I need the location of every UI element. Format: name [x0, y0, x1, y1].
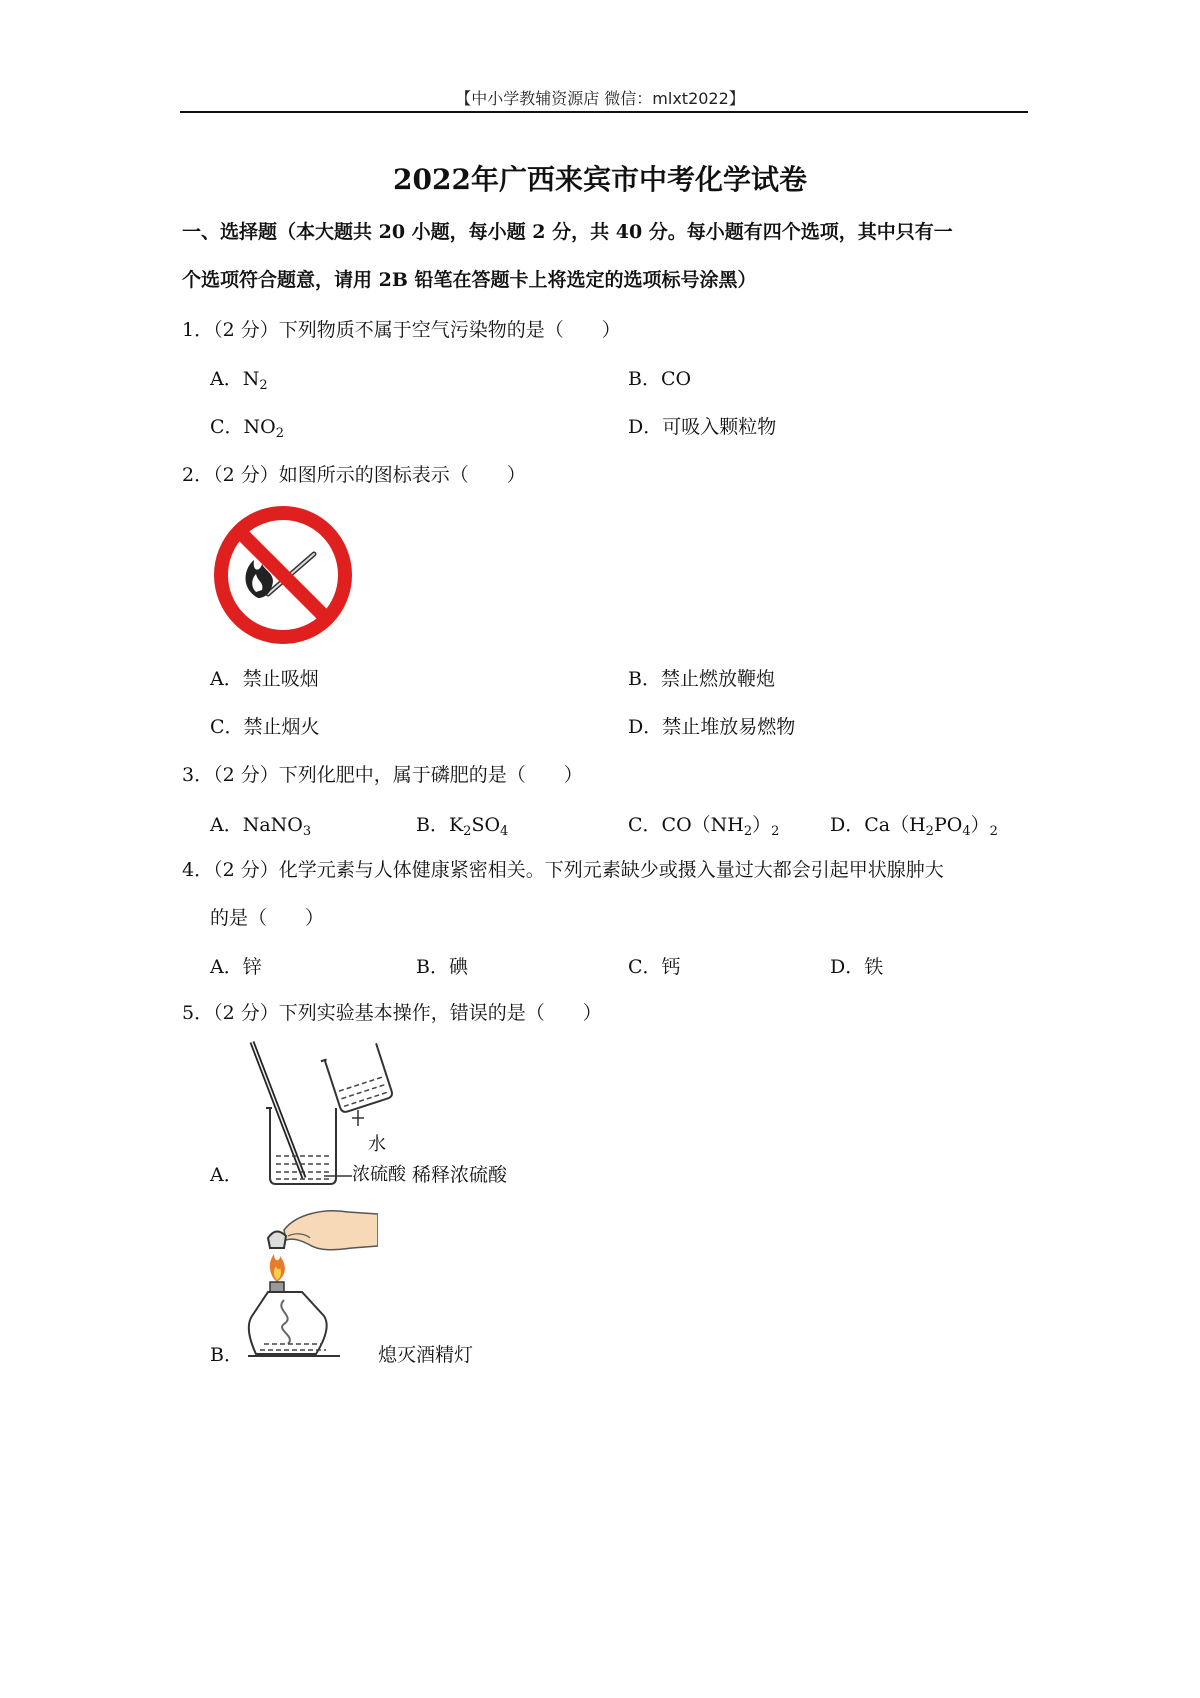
- question-3-option-d: D．$Ca(H_2PO_4)_2$: [830, 814, 998, 839]
- section-heading-line2: 个选项符合题意，请用 2B 铅笔在答题卡上将选定的选项标号涂黑）: [182, 269, 757, 291]
- question-2-option-a: A．禁止吸烟: [210, 668, 319, 690]
- question-2-option-d: D．禁止堆放易燃物: [628, 716, 796, 738]
- header-note: 【中小学教辅资源店 微信：mlxt2022】: [455, 89, 745, 108]
- question-3-option-b: B．$K_2SO_4$: [416, 814, 509, 839]
- question-4-option-d: D．铁: [830, 956, 884, 978]
- water-label: 水: [368, 1134, 386, 1155]
- page-title: 2022年广西来宾市中考化学试卷: [393, 163, 807, 196]
- question-3-option-a: A．NaNO$_3$: [210, 814, 312, 839]
- question-5-option-a-caption: 稀释浓硫酸: [412, 1164, 508, 1186]
- question-5-option-b-label: B．: [210, 1344, 243, 1366]
- question-1-option-c: C．$NO_2$: [210, 416, 285, 441]
- header-divider: [180, 111, 1028, 113]
- question-3-option-c: C．$CO(NH_2)_2$: [628, 814, 780, 839]
- question-3-stem: 3．（2 分）下列化肥中，属于磷肥的是（ ）: [182, 764, 583, 786]
- question-5-stem: 5．（2 分）下列实验基本操作，错误的是（ ）: [182, 1002, 602, 1024]
- question-1-stem: 1．（2 分）下列物质不属于空气污染物的是（ ）: [182, 319, 621, 341]
- question-4-option-b: B．碘: [416, 956, 468, 978]
- question-1-option-a: A．$N_2$: [210, 368, 268, 393]
- section-heading: [182, 208, 1032, 304]
- question-2-stem: 2．（2 分）如图所示的图标表示（ ）: [182, 464, 526, 486]
- question-5-option-b-caption: 熄灭酒精灯: [378, 1344, 474, 1366]
- question-4-option-a: A．锌: [210, 956, 262, 978]
- no-fire-sign-icon: [210, 502, 356, 648]
- question-5-option-a-label: A．: [210, 1164, 243, 1186]
- question-2-option-b: B．禁止燃放鞭炮: [628, 668, 775, 690]
- question-4-stem-line1: 4．（2 分）化学元素与人体健康紧密相关。下列元素缺少或摄入量过大都会引起甲状腺肿大: [182, 859, 944, 881]
- question-1-option-b: B．CO: [628, 368, 692, 390]
- alcohol-lamp-figure: [244, 1204, 378, 1362]
- question-4-stem-line2: 的是（ ）: [210, 907, 325, 929]
- section-heading-line1: 一、选择题（本大题共 20 小题，每小题 2 分，共 40 分。每小题有四个选项，其中只有一: [182, 221, 953, 243]
- conc-acid-label: 浓硫酸: [352, 1164, 406, 1185]
- question-4-option-c: C．钙: [628, 956, 681, 978]
- question-2-option-c: C．禁止烟火: [210, 716, 320, 738]
- question-1-option-d: D．可吸入颗粒物: [628, 416, 777, 438]
